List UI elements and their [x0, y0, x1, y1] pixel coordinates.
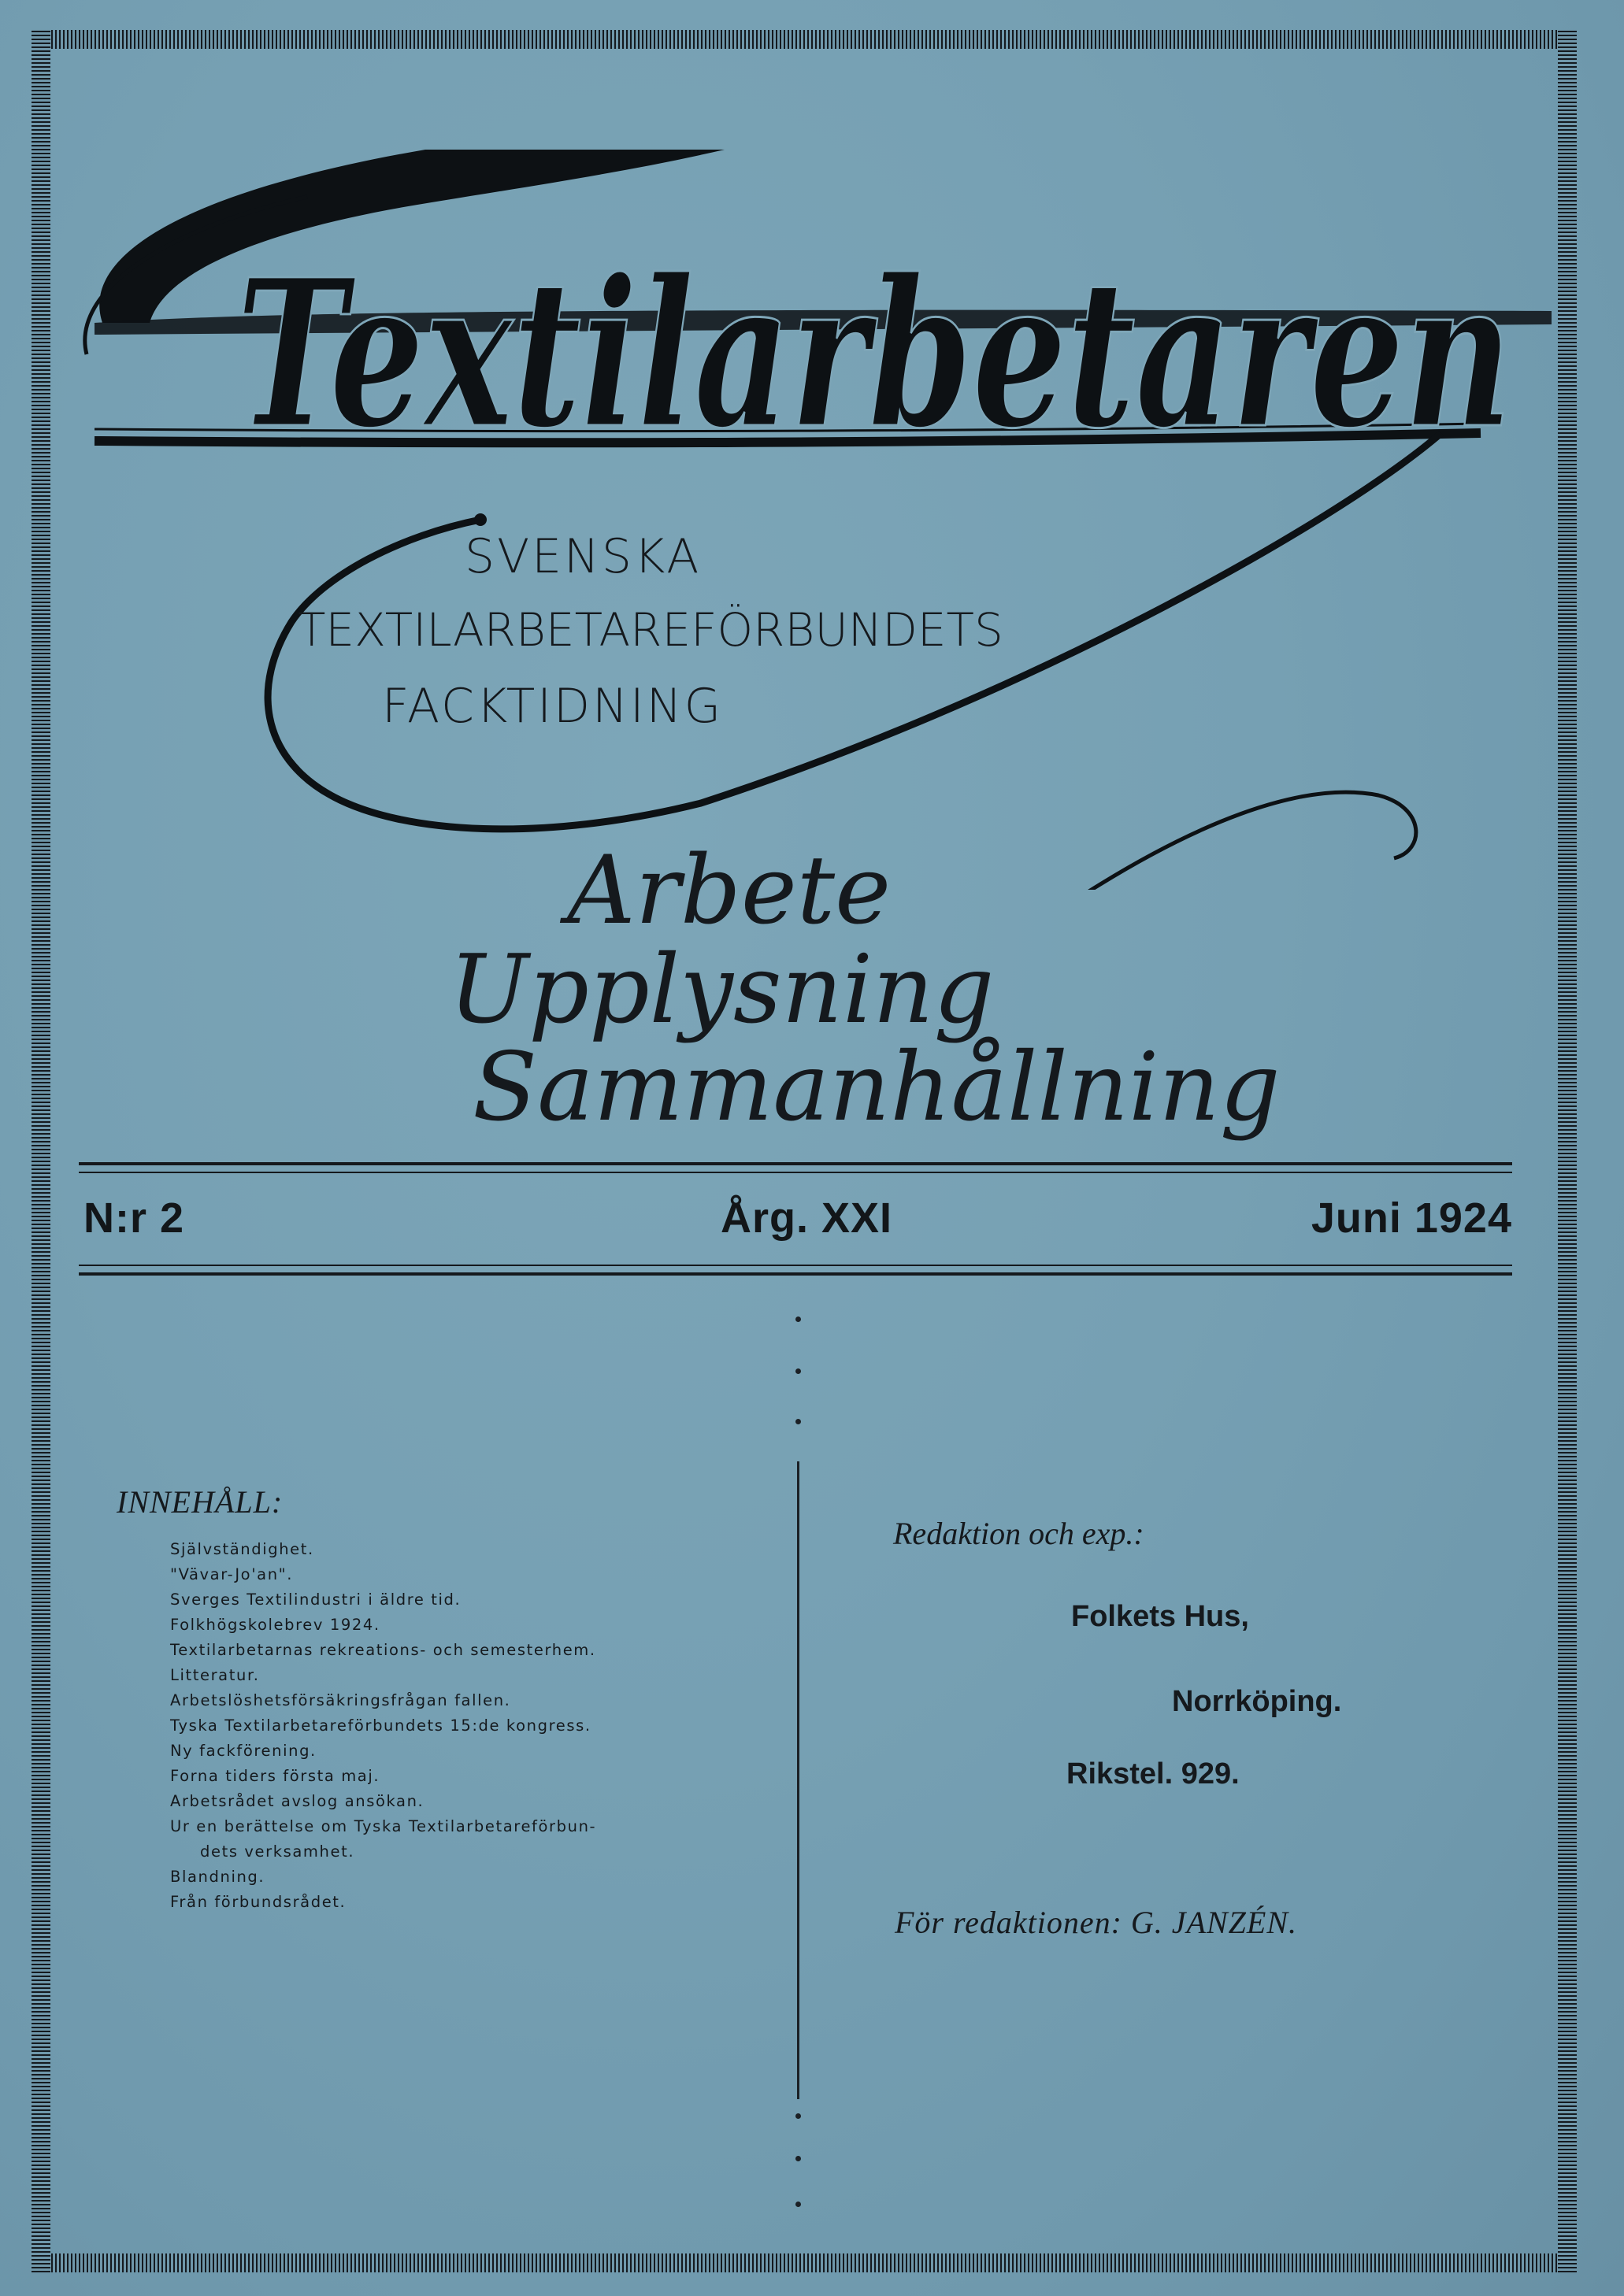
- divider-dot: [795, 2202, 801, 2207]
- divider-rule: [79, 1272, 1512, 1276]
- contents-item: dets verksamhet.: [200, 1842, 355, 1861]
- contents-item: Folkhögskolebrev 1924.: [170, 1616, 380, 1634]
- decorative-border-left: [32, 30, 50, 2272]
- divider-dot: [795, 1368, 801, 1374]
- contents-item: Från förbundsrådet.: [170, 1893, 347, 1911]
- contents-item: Tyska Textilarbetareförbundets 15:de kongress.: [170, 1716, 591, 1735]
- issue-number: N:r 2: [83, 1194, 185, 1242]
- contents-heading: INNEHÅLL:: [117, 1484, 284, 1520]
- editor-signature: För redaktionen: G. JANZÉN.: [895, 1905, 1298, 1940]
- contents-item: Sverges Textilindustri i äldre tid.: [170, 1591, 462, 1609]
- contents-list: [170, 1537, 792, 1915]
- divider-rule: [79, 1172, 1512, 1173]
- divider-rule: [79, 1162, 1512, 1165]
- subtitle-line-1: SVENSKA: [465, 529, 702, 584]
- divider-dot: [795, 2156, 801, 2161]
- contents-item: "Vävar-Jo'an".: [170, 1565, 294, 1583]
- column-divider: [797, 1461, 799, 2099]
- subtitle-line-3: FACKTIDNING: [382, 679, 724, 734]
- divider-dot: [795, 2113, 801, 2119]
- issue-date: Juni 1924: [1311, 1194, 1512, 1242]
- masthead: [71, 118, 1552, 890]
- motto-line-1: Arbete: [567, 836, 892, 946]
- decorative-border-right: [1558, 30, 1577, 2272]
- contents-item: Ny fackförening.: [170, 1742, 317, 1760]
- subtitle-line-2: TEXTILARBETAREFÖRBUNDETS: [298, 603, 1003, 657]
- editorial-heading: Redaktion och exp.:: [893, 1516, 1144, 1551]
- issue-info-row: [79, 1194, 1512, 1249]
- editorial-phone: Rikstel. 929.: [1066, 1757, 1240, 1791]
- divider-dot: [795, 1316, 801, 1322]
- masthead-logo: [71, 118, 1552, 890]
- masthead-title: Textilarbetaren: [236, 235, 1512, 473]
- contents-item: Arbetslöshetsförsäkringsfrågan fallen.: [170, 1691, 511, 1709]
- decorative-border-top: [32, 30, 1577, 49]
- contents-item: Arbetsrådet avslog ansökan.: [170, 1792, 425, 1810]
- editorial-place: Folkets Hus,: [1071, 1600, 1249, 1633]
- motto-line-2: Upplysning: [449, 935, 995, 1045]
- contents-item: Självständighet.: [170, 1540, 314, 1558]
- editorial-city: Norrköping.: [1172, 1685, 1342, 1718]
- contents-item: Litteratur.: [170, 1666, 260, 1684]
- motto-line-3: Sammanhållning: [473, 1033, 1281, 1142]
- contents-item: Ur en berättelse om Tyska Textilarbetareförbun-: [170, 1817, 597, 1835]
- divider-dot: [795, 1419, 801, 1424]
- contents-item: Forna tiders första maj.: [170, 1767, 380, 1785]
- contents-item: Textilarbetarnas rekreations- och semesterhem.: [170, 1641, 596, 1659]
- issue-volume: Årg. XXI: [721, 1194, 893, 1242]
- divider-rule: [79, 1265, 1512, 1266]
- decorative-border-bottom: [32, 2253, 1577, 2272]
- contents-item: Blandning.: [170, 1868, 265, 1886]
